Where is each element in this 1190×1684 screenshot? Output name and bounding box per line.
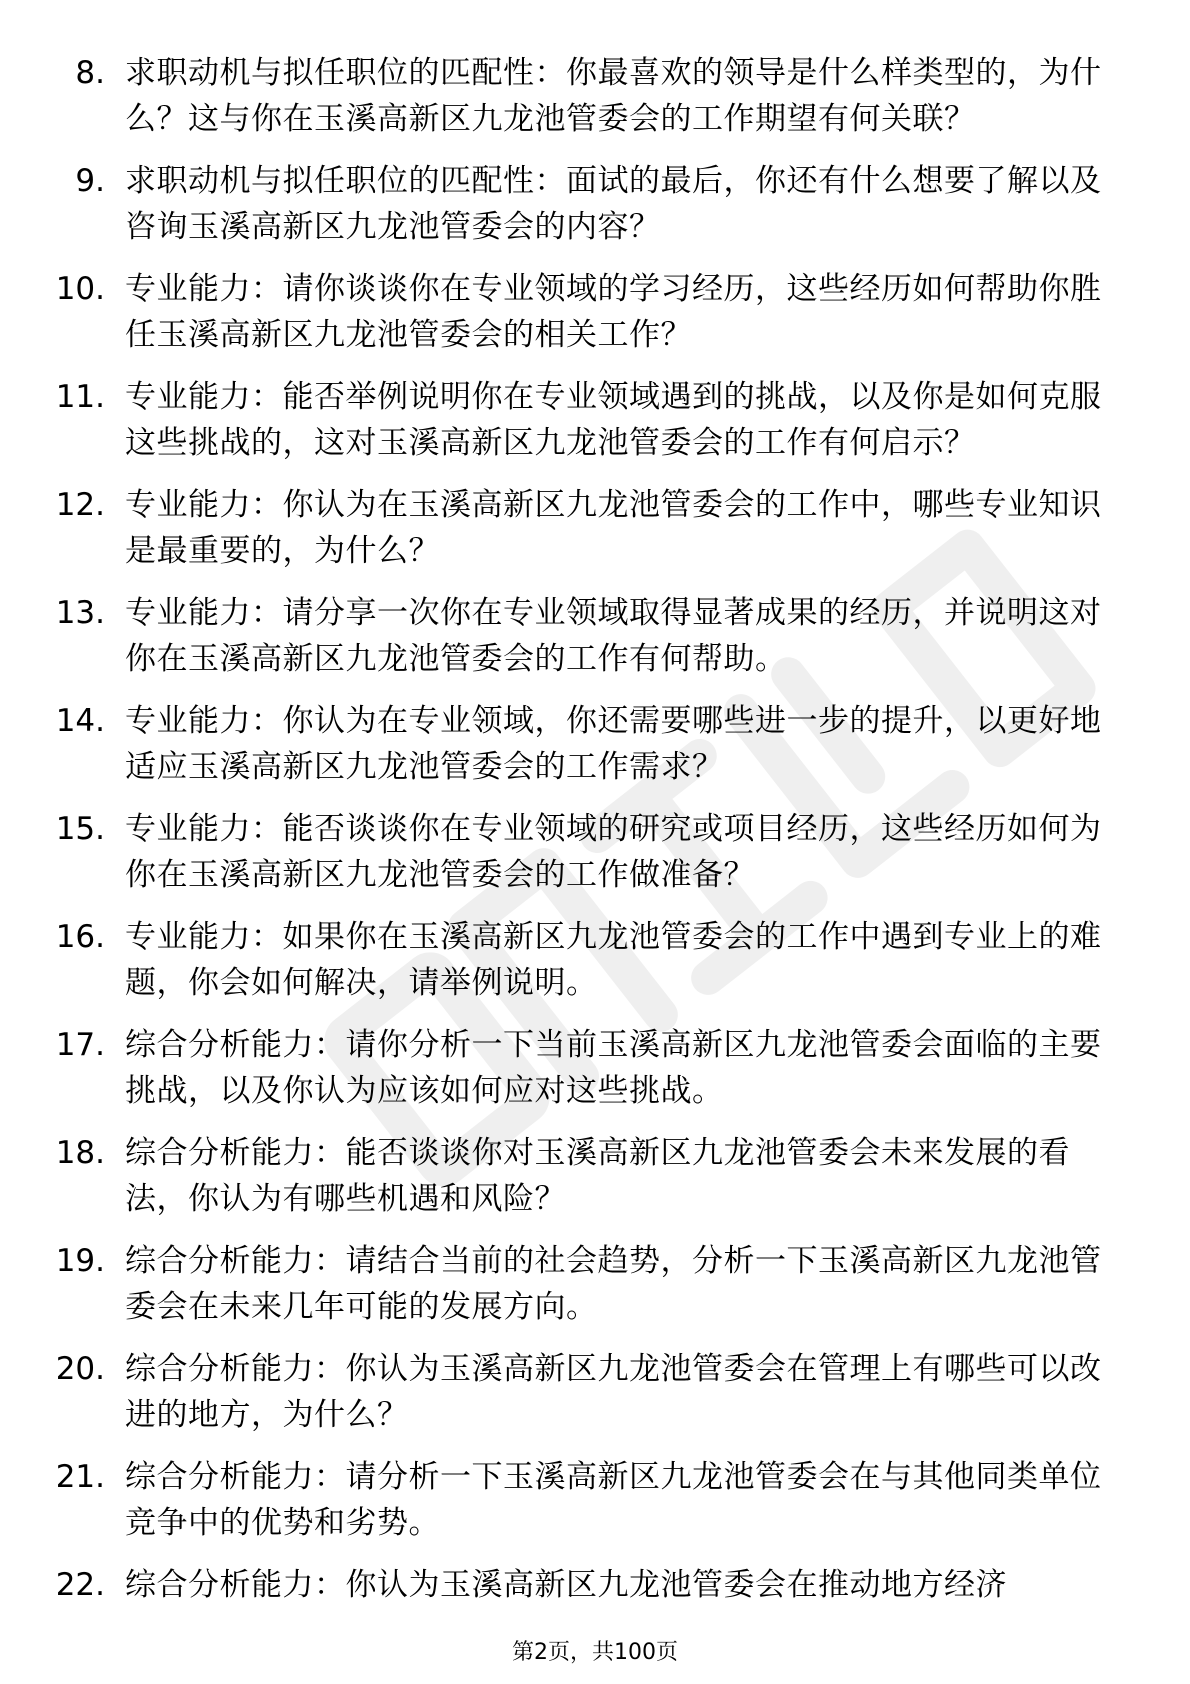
question-text: 综合分析能力：你认为玉溪高新区九龙池管委会在管理上有哪些可以改进的地方，为什么？ <box>125 1351 1102 1433</box>
list-item <box>0 158 1190 250</box>
question-number: 14. <box>55 703 105 739</box>
question-text: 专业能力：能否谈谈你在专业领域的研究或项目经历，这些经历如何为你在玉溪高新区九龙池管委会的工作做准备？ <box>125 811 1102 893</box>
list-item <box>0 806 1190 898</box>
question-number: 11. <box>55 379 105 415</box>
question-number: 21. <box>55 1459 105 1495</box>
question-text: 专业能力：你认为在专业领域，你还需要哪些进一步的提升，以更好地适应玉溪高新区九龙池管委会的工作需求？ <box>125 703 1102 785</box>
question-number: 19. <box>55 1243 105 1279</box>
question-text: 综合分析能力：请分析一下玉溪高新区九龙池管委会在与其他同类单位竞争中的优势和劣势。 <box>125 1459 1102 1541</box>
question-text: 综合分析能力：请结合当前的社会趋势，分析一下玉溪高新区九龙池管委会在未来几年可能的发展方向。 <box>125 1243 1102 1325</box>
question-number: 18. <box>55 1135 105 1171</box>
question-number: 22. <box>55 1567 105 1603</box>
list-item <box>0 1022 1190 1114</box>
question-text: 综合分析能力：能否谈谈你对玉溪高新区九龙池管委会未来发展的看法，你认为有哪些机遇和风险？ <box>125 1135 1070 1217</box>
question-number: 15. <box>55 811 105 847</box>
question-text: 综合分析能力：请你分析一下当前玉溪高新区九龙池管委会面临的主要挑战，以及你认为应该如何应对这些挑战。 <box>125 1027 1102 1109</box>
list-item <box>0 1562 1190 1608</box>
list-item <box>0 482 1190 574</box>
question-text: 求职动机与拟任职位的匹配性：你最喜欢的领导是什么样类型的，为什么？这与你在玉溪高新区九龙池管委会的工作期望有何关联？ <box>125 55 1102 137</box>
list-item <box>0 1238 1190 1330</box>
question-text: 专业能力：请你谈谈你在专业领域的学习经历，这些经历如何帮助你胜任玉溪高新区九龙池管委会的相关工作？ <box>125 271 1102 353</box>
question-text: 求职动机与拟任职位的匹配性：面试的最后，你还有什么想要了解以及咨询玉溪高新区九龙池管委会的内容？ <box>125 163 1102 245</box>
list-item <box>0 1454 1190 1546</box>
list-item <box>0 374 1190 466</box>
question-text: 专业能力：请分享一次你在专业领域取得显著成果的经历，并说明这对你在玉溪高新区九龙池管委会的工作有何帮助。 <box>125 595 1102 677</box>
question-number: 10. <box>55 271 105 307</box>
list-item <box>0 266 1190 358</box>
question-number: 9. <box>75 163 105 199</box>
question-list <box>0 50 1190 1624</box>
list-item <box>0 698 1190 790</box>
question-number: 20. <box>55 1351 105 1387</box>
question-text: 综合分析能力：你认为玉溪高新区九龙池管委会在推动地方经济 <box>125 1567 1007 1603</box>
list-item <box>0 914 1190 1006</box>
question-text: 专业能力：你认为在玉溪高新区九龙池管委会的工作中，哪些专业知识是最重要的，为什么？ <box>125 487 1102 569</box>
question-text: 专业能力：如果你在玉溪高新区九龙池管委会的工作中遇到专业上的难题，你会如何解决，请举例说明。 <box>125 919 1102 1001</box>
question-number: 13. <box>55 595 105 631</box>
list-item <box>0 1130 1190 1222</box>
question-text: 专业能力：能否举例说明你在专业领域遇到的挑战，以及你是如何克服这些挑战的，这对玉溪高新区九龙池管委会的工作有何启示？ <box>125 379 1102 461</box>
list-item <box>0 590 1190 682</box>
question-number: 16. <box>55 919 105 955</box>
question-number: 17. <box>55 1027 105 1063</box>
list-item <box>0 1346 1190 1438</box>
question-number: 12. <box>55 487 105 523</box>
question-number: 8. <box>75 55 105 91</box>
list-item <box>0 50 1190 142</box>
page-footer: 第2页，共100页 <box>512 1640 678 1665</box>
